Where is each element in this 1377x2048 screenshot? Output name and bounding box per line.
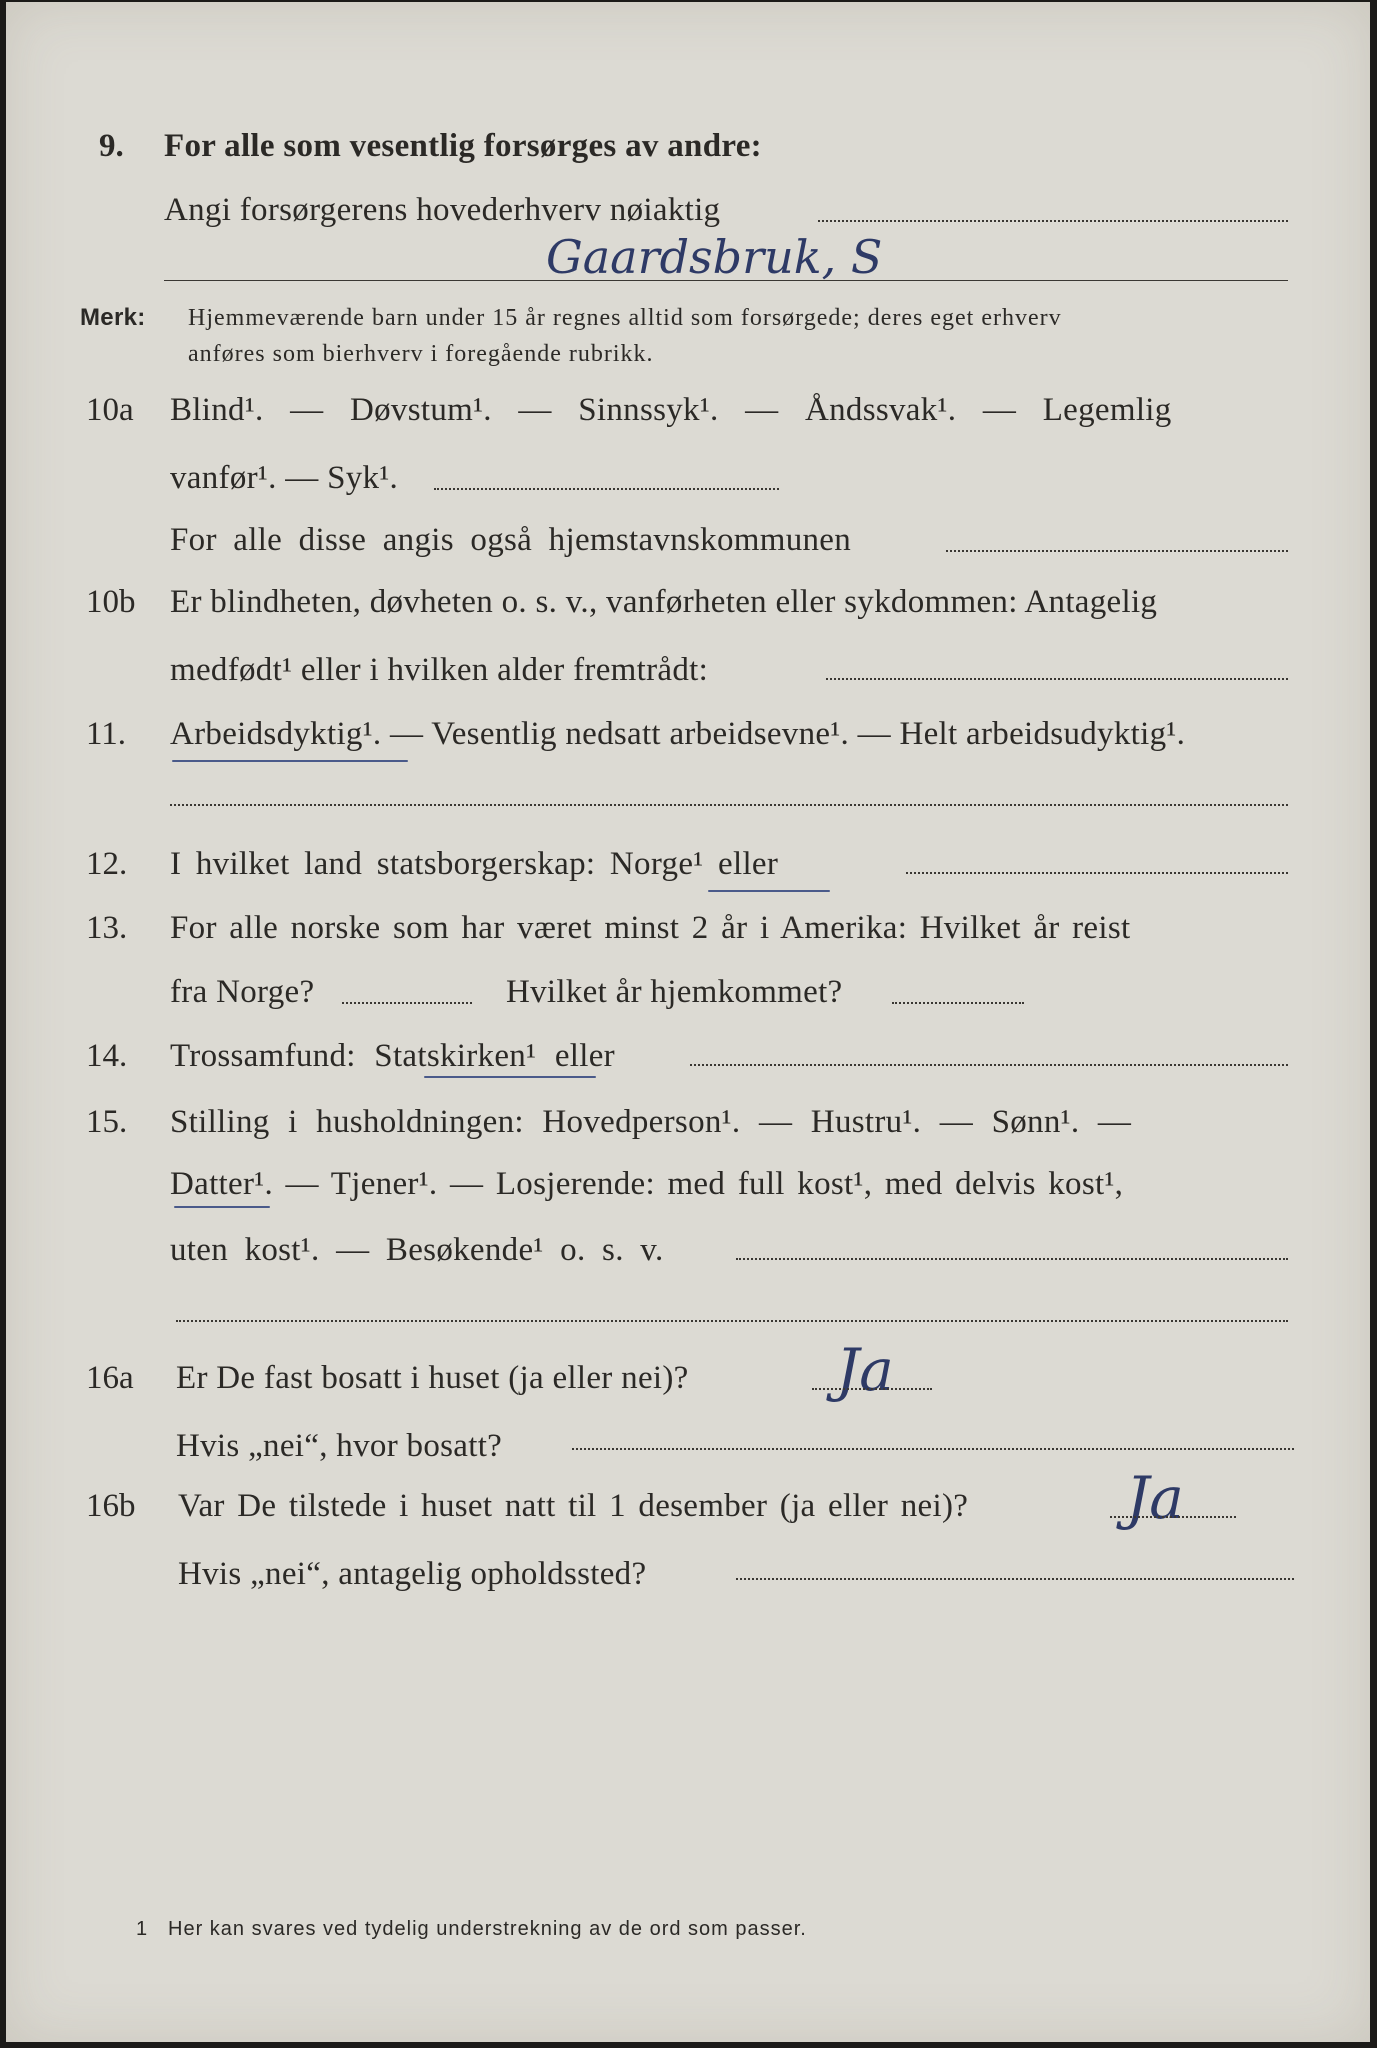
q16a-line-1: Er De fast bosatt i huset (ja eller nei)? [176, 1360, 689, 1396]
q12-handwritten-underline [708, 890, 830, 892]
q16a-line-2: Hvis „nei“, hvor bosatt? [176, 1428, 503, 1464]
q10a-syk-fill-line[interactable] [434, 488, 779, 490]
q16a-handwritten-answer: Ja [836, 1336, 894, 1404]
q10a-number: 10a [86, 392, 134, 428]
q12-fill-line[interactable] [906, 872, 1288, 874]
q16b-opholdssted-fill-line[interactable] [736, 1578, 1294, 1580]
q15-line-1: Stilling i husholdningen: Hovedperson¹. — Hustru¹. — Sønn¹. — [170, 1104, 1132, 1140]
q13-line-2a: fra Norge? [170, 974, 315, 1010]
q9-title: For alle som vesentlig forsørges av andre: [164, 128, 762, 164]
q10a-line-1: Blind¹. — Døvstum¹. — Sinnssyk¹. — Åndssvak¹. — Legemlig [170, 392, 1172, 428]
q9-prompt-fill-line[interactable] [818, 220, 1288, 222]
q10a-hjemstavn-fill-line[interactable] [946, 550, 1288, 552]
q13-line-2b: Hvilket år hjemkommet? [506, 974, 843, 1010]
q15-number: 15. [86, 1104, 128, 1140]
q16b-handwritten-answer: Ja [1126, 1464, 1184, 1532]
merk-label: Merk: [80, 304, 146, 331]
q13-reist-fill-line[interactable] [342, 1002, 472, 1004]
q11-number: 11. [86, 716, 127, 752]
q9-prompt: Angi forsørgerens hovederhverv nøiaktig [164, 192, 721, 228]
q10b-line-1: Er blindheten, døvheten o. s. v., vanførheten eller sykdommen: Antagelig [170, 584, 1158, 620]
census-form-page [6, 2, 1370, 2042]
q15-line-3: uten kost¹. — Besøkende¹ o. s. v. [170, 1232, 664, 1268]
q12-number: 12. [86, 846, 128, 882]
q16a-number: 16a [86, 1360, 134, 1396]
q15-fill-line-2[interactable] [176, 1320, 1288, 1322]
q13-line-1: For alle norske som har været minst 2 år i Amerika: Hvilket år reist [170, 910, 1131, 946]
q15-handwritten-underline [174, 1206, 270, 1208]
merk-line-1: Hjemmeværende barn under 15 år regnes alltid som forsørgede; deres eget erhverv [188, 305, 1062, 331]
q11-line-1: Arbeidsdyktig¹. — Vesentlig nedsatt arbeidsevne¹. — Helt arbeidsudyktig¹. [170, 716, 1186, 752]
q9-handwritten-answer: Gaardsbruk, S [546, 230, 883, 284]
q16a-fill-line[interactable] [812, 1388, 932, 1390]
q14-handwritten-underline [424, 1076, 596, 1078]
q16b-number: 16b [86, 1488, 136, 1524]
merk-line-2: anføres som bierhverv i foregående rubrikk. [188, 341, 654, 367]
q16b-line-2: Hvis „nei“, antagelig opholdssted? [178, 1556, 647, 1592]
q14-line-1: Trossamfund: Statskirken¹ eller [170, 1038, 615, 1074]
q10a-line-2: vanfør¹. — Syk¹. [170, 460, 399, 496]
q16a-bosatt-fill-line[interactable] [572, 1448, 1294, 1450]
q16b-fill-line[interactable] [1110, 1516, 1236, 1518]
q12-line-1: I hvilket land statsborgerskap: Norge¹ eller [170, 846, 779, 882]
q13-hjemkommet-fill-line[interactable] [892, 1002, 1024, 1004]
q16b-line-1: Var De tilstede i huset natt til 1 desember (ja eller nei)? [178, 1488, 969, 1524]
q10b-line-2: medfødt¹ eller i hvilken alder fremtrådt: [170, 652, 709, 688]
q14-number: 14. [86, 1038, 128, 1074]
q15-fill-line-1[interactable] [736, 1258, 1288, 1260]
q10b-number: 10b [86, 584, 136, 620]
footnote-mark: 1 [136, 1918, 149, 1940]
q13-number: 13. [86, 910, 128, 946]
q10b-fill-line[interactable] [826, 678, 1288, 680]
q15-line-2: Datter¹. — Tjener¹. — Losjerende: med full kost¹, med delvis kost¹, [170, 1166, 1124, 1202]
q11-fill-line[interactable] [170, 804, 1288, 806]
q14-fill-line[interactable] [690, 1064, 1288, 1066]
footnote-text: Her kan svares ved tydelig understrekning av de ord som passer. [168, 1918, 807, 1940]
q9-answer-line[interactable] [164, 280, 1288, 281]
q11-handwritten-underline [172, 760, 408, 762]
q9-number: 9. [99, 128, 124, 164]
q10a-line-3: For alle disse angis også hjemstavnskommunen [170, 522, 852, 558]
